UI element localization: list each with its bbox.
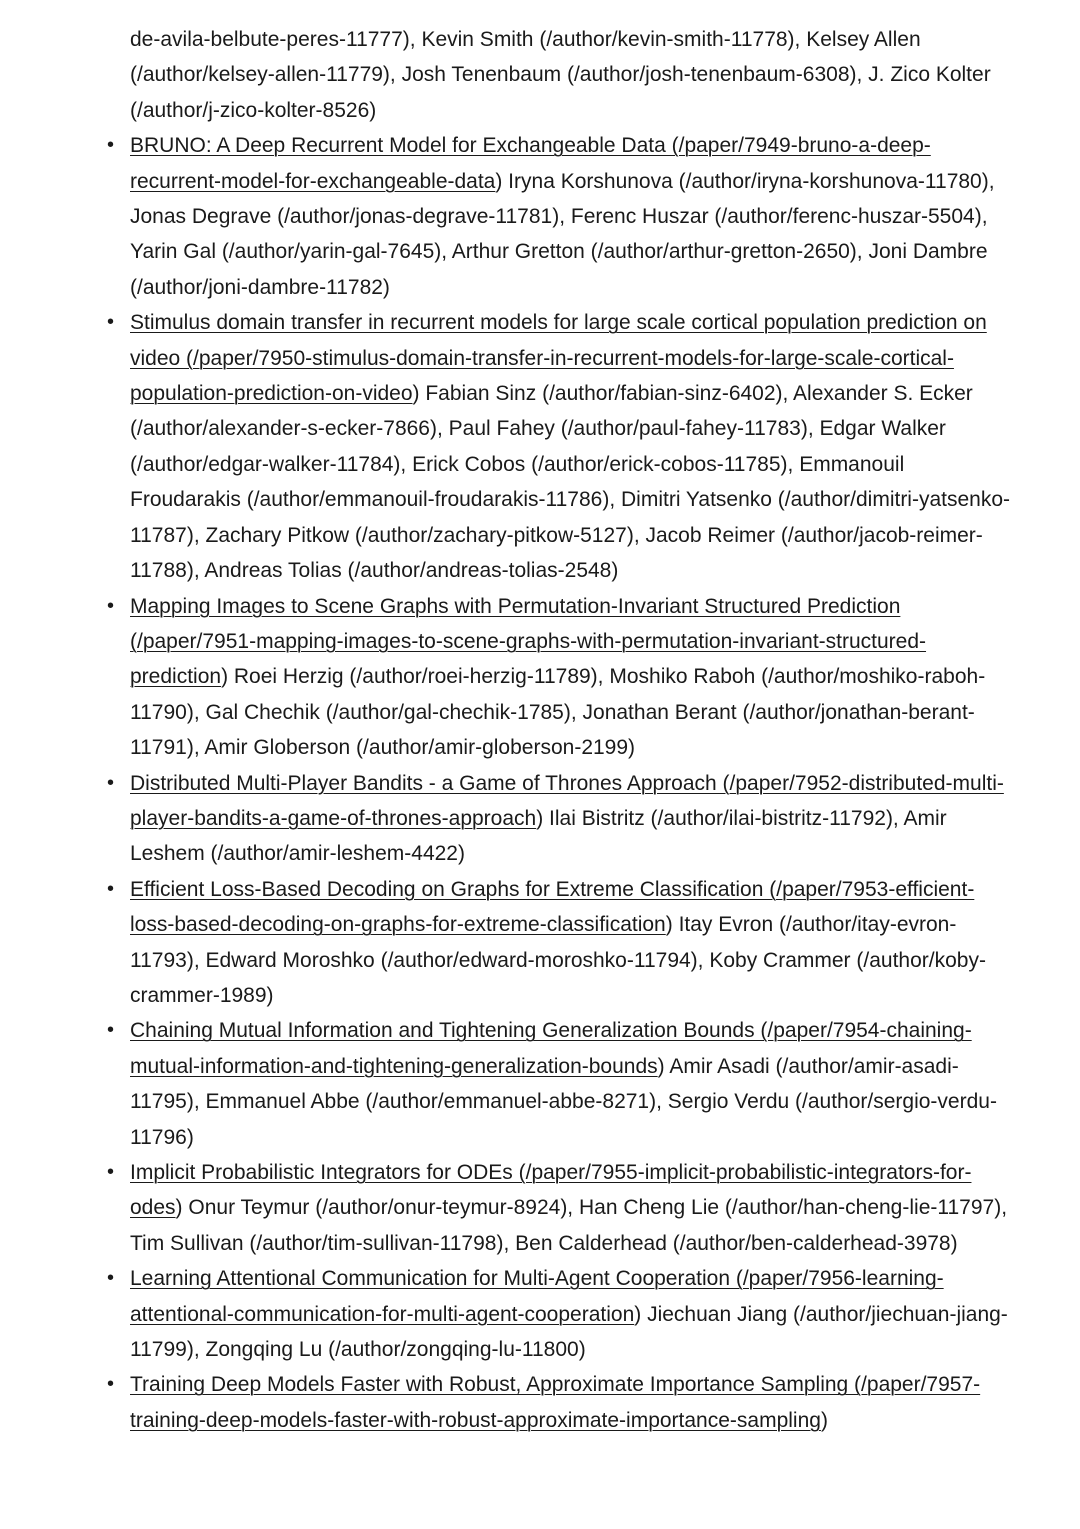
paper-authors: ) xyxy=(820,1408,828,1432)
list-item xyxy=(107,766,1010,872)
paper-link[interactable]: Training Deep Models Faster with Robust, Approximate Importance Sampling (/paper/7957-training-deep-models-faster-with-robust-approximate-importance-sampling xyxy=(130,1373,981,1432)
list-item xyxy=(107,305,1011,588)
paper-authors: ) Roei Herzig (/author/roei-herzig-11789), Moshiko Raboh (/author/moshiko-raboh-11790), Gal Chechik (/author/gal-chechik-1785), Jonathan Berant (/author/jonathan-berant-11791), Amir Globerson (/author/amir-globerson-2199) xyxy=(130,665,986,760)
bullet-icon: • xyxy=(107,1019,115,1042)
paper-list xyxy=(107,128,1011,1438)
list-item xyxy=(107,128,1010,305)
paper-authors: ) Onur Teymur (/author/onur-teymur-8924), Han Cheng Lie (/author/han-cheng-lie-11797), Tim Sullivan (/author/tim-sullivan-11798), Ben Calderhead (/author/ben-calderhead-3978) xyxy=(130,1196,1008,1255)
paper-link[interactable]: Chaining Mutual Information and Tightening Generalization Bounds (/paper/7954-chaining-mutual-information-and-tightening-generalization-bounds xyxy=(130,1019,972,1078)
paper-link[interactable]: Implicit Probabilistic Integrators for ODEs (/paper/7955-implicit-probabilistic-integrators-for-odes xyxy=(130,1161,972,1220)
paper-authors: ) Amir Asadi (/author/amir-asadi-11795), Emmanuel Abbe (/author/emmanuel-abbe-8271), Sergio Verdu (/author/sergio-verdu-11796) xyxy=(130,1054,997,1149)
list-item xyxy=(107,872,1010,1014)
paper-link[interactable]: Mapping Images to Scene Graphs with Permutation-Invariant Structured Prediction (/paper/7951-mapping-images-to-scene-graphs-with-permutation-invariant-structured-prediction xyxy=(130,594,927,689)
list-item xyxy=(107,1261,1010,1367)
paper-authors: ) Fabian Sinz (/author/fabian-sinz-6402), Alexander S. Ecker (/author/alexander-s-ecker-7866), Paul Fahey (/author/paul-fahey-11783), Edgar Walker (/author/edgar-walker-11784), Erick Cobos (/author/erick-cobos-11785), Emmanouil Froudarakis (/author/emmanouil-froudarakis-11786), Dimitri Yatsenko (/author/dimitri-yatsenko-11787), Zachary Pitkow (/author/zachary-pitkow-5127), Jacob Reimer (/author/jacob-reimer-11788), Andreas Tolias (/author/andreas-tolias-2548) xyxy=(130,382,1011,583)
paper-authors: ) Iryna Korshunova (/author/iryna-korshunova-11780), Jonas Degrave (/author/jonas-degrave-11781), Ferenc Huszar (/author/ferenc-huszar-5504), Yarin Gal (/author/yarin-gal-7645), Arthur Gretton (/author/arthur-gretton-2650), Joni Dambre (/author/joni-dambre-11782) xyxy=(130,169,995,299)
list-item xyxy=(107,1155,1010,1261)
paper-link[interactable]: Distributed Multi-Player Bandits - a Game of Thrones Approach (/paper/7952-distributed-multi-player-bandits-a-game-of-thrones-approach xyxy=(130,771,1004,830)
bullet-icon: • xyxy=(107,134,115,157)
bullet-icon: • xyxy=(107,1373,115,1396)
paper-link[interactable]: Learning Attentional Communication for Multi-Agent Cooperation (/paper/7956-learning-attentional-communication-for-multi-agent-cooperation xyxy=(130,1267,944,1326)
list-item xyxy=(107,1367,1010,1438)
lead-authors-text: de-avila-belbute-peres-11777), Kevin Smith (/author/kevin-smith-11778), Kelsey Allen (/author/kelsey-allen-11779), Josh Tenenbaum (/author/josh-tenenbaum-6308), J. Zico Kolter (/author/j-zico-kolter-8526) xyxy=(130,28,991,122)
bullet-icon: • xyxy=(107,594,115,617)
paper-link[interactable]: BRUNO: A Deep Recurrent Model for Exchangeable Data (/paper/7949-bruno-a-deep-recurrent-model-for-exchangeable-data xyxy=(130,134,931,193)
bullet-icon: • xyxy=(107,877,115,900)
list-item xyxy=(107,1013,1010,1155)
paper-authors: ) Itay Evron (/author/itay-evron-11793), Edward Moroshko (/author/edward-moroshko-11794), Koby Crammer (/author/koby-crammer-1989) xyxy=(130,913,986,1007)
paper-authors: ) Jiechuan Jiang (/author/jiechuan-jiang-11799), Zongqing Lu (/author/zongqing-lu-11800) xyxy=(130,1302,1008,1362)
bullet-icon: • xyxy=(107,1267,115,1290)
bullet-icon: • xyxy=(107,771,115,794)
paper-authors: ) Ilai Bistritz (/author/ilai-bistritz-11792), Amir Leshem (/author/amir-leshem-4422) xyxy=(130,806,947,866)
bullet-icon: • xyxy=(107,311,115,334)
bullet-icon: • xyxy=(107,1161,115,1183)
paper-link[interactable]: Efficient Loss-Based Decoding on Graphs for Extreme Classification (/paper/7953-efficient-loss-based-decoding-on-graphs-for-extreme-classification xyxy=(130,877,975,937)
paper-link[interactable]: Stimulus domain transfer in recurrent models for large scale cortical population prediction on video (/paper/7950-stimulus-domain-transfer-in-recurrent-models-for-large-scale-cortical-population-prediction-on-video xyxy=(130,311,987,406)
list-item xyxy=(107,589,1010,766)
